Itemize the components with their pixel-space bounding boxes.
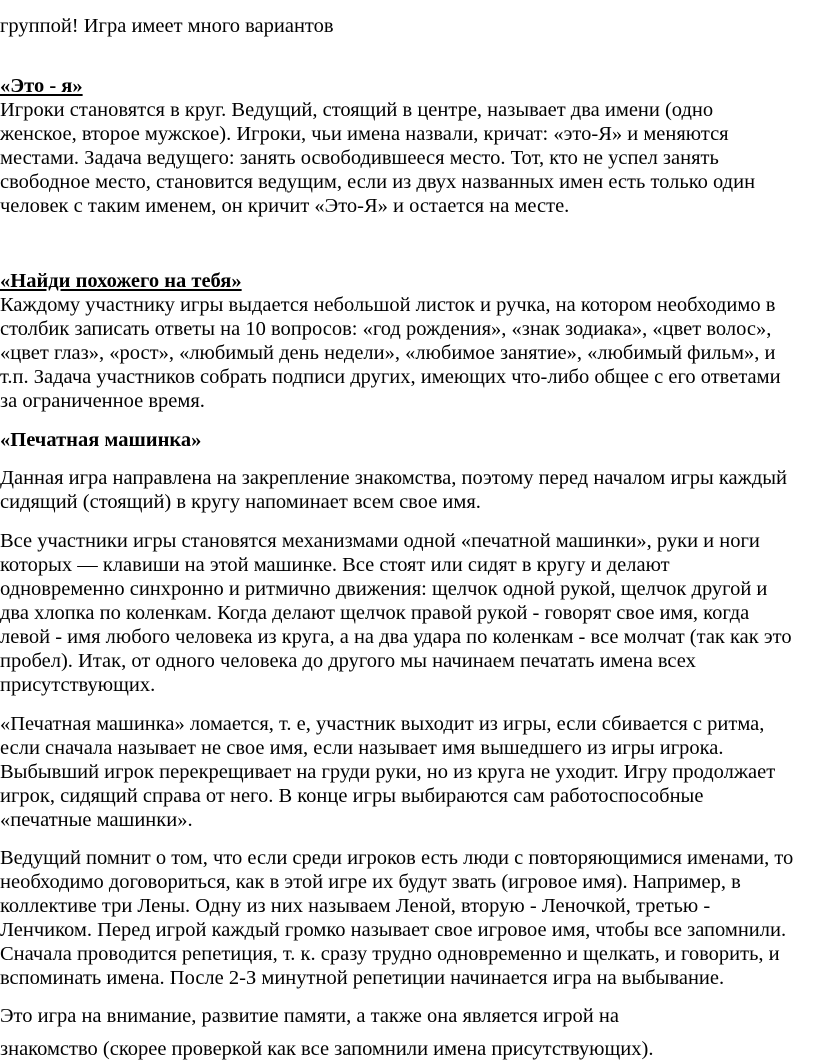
heading-naidi: «Найди похожего на тебя» — [0, 270, 242, 292]
mashinka-line: левой - имя любого человека из круга, а на два удара по коленкам - все молчат (так как это — [0, 626, 792, 648]
mashinka-line: «печатные машинки». — [0, 809, 193, 831]
naidi-line: Каждому участнику игры выдается небольшой листок и ручка, на котором необходимо в — [0, 294, 776, 316]
mashinka-line: пробел). Итак, от одного человека до другого мы начинаем печатать имена всех — [0, 650, 696, 672]
naidi-line: т.п. Задача участников собрать подписи других, имеющих что-либо общее с его ответами — [0, 366, 781, 388]
mashinka-line: одновременно синхронно и ритмично движения: щелчок одной рукой, щелчок другой и — [0, 578, 768, 600]
eto-ya-line: местами. Задача ведущего: занять освободившееся место. Тот, кто не успел занять — [0, 147, 719, 169]
mashinka-line: которых — клавиши на этой машинке. Все стоят или сидят в кругу и делают — [0, 554, 670, 576]
mashinka-line: сидящий (стоящий) в кругу напоминает всем свое имя. — [0, 491, 481, 513]
heading-eto-ya: «Это - я» — [0, 75, 83, 97]
mashinka-line: если сначала называет не свое имя, если называет имя вышедшего из игры игрока. — [0, 737, 724, 759]
mashinka-line: Это игра на внимание, развитие памяти, а также она является игрой на — [0, 1005, 619, 1027]
mashinka-line: необходимо договориться, как в этой игре их будут звать (игровое имя). Например, в — [0, 871, 741, 893]
eto-ya-line: человек с таким именем, он кричит «Это-Я» и остается на месте. — [0, 195, 570, 217]
mashinka-line: Ведущий помнит о том, что если среди игроков есть люди с повторяющимися именами, то — [0, 847, 794, 869]
mashinka-line: два хлопка по коленкам. Когда делают щелчок правой рукой - говорят свое имя, когда — [0, 602, 750, 624]
mashinka-line: Сначала проводится репетиция, т. к. сразу трудно одновременно и щелкать, и говорить, и — [0, 943, 780, 965]
mashinka-line: Данная игра направлена на закрепление знакомства, поэтому перед началом игры каждый — [0, 467, 787, 489]
mashinka-line: «Печатная машинка» ломается, т. е, участник выходит из игры, если сбивается с ритма, — [0, 713, 765, 735]
eto-ya-line: свободное место, становится ведущим, если из двух названных имен есть только один — [0, 171, 756, 193]
naidi-line: столбик записать ответы на 10 вопросов: «год рождения», «знак зодиака», «цвет волос», — [0, 318, 772, 340]
intro-line: группой! Игра имеет много вариантов — [0, 15, 334, 37]
mashinka-line: игрок, сидящий справа от него. В конце игры выбираются сам работоспособные — [0, 785, 704, 807]
eto-ya-line: Игроки становятся в круг. Ведущий, стоящий в центре, называет два имени (одно — [0, 99, 714, 121]
naidi-line: за ограниченное время. — [0, 390, 205, 412]
mashinka-line: присутствующих. — [0, 674, 156, 696]
mashinka-line: вспоминать имена. После 2-З минутной репетиции начинается игра на выбывание. — [0, 967, 725, 989]
eto-ya-line: женское, второе мужское). Игроки, чьи имена назвали, кричат: «это-Я» и меняются — [0, 123, 729, 145]
mashinka-line: Выбывший игрок перекрещивает на груди руки, но из круга не уходит. Игру продолжает — [0, 761, 776, 783]
mashinka-line: знакомство (скорее проверкой как все запомнили имена присутствующих). — [0, 1038, 654, 1060]
mashinka-line: коллективе три Лены. Одну из них называем Леной, вторую - Леночкой, третью - — [0, 895, 711, 917]
mashinka-line: Все участники игры становятся механизмами одной «печатной машинки», руки и ноги — [0, 530, 760, 552]
naidi-line: «цвет глаз», «рост», «любимый день недели», «любимое занятие», «любимый фильм», и — [0, 342, 776, 364]
heading-mashinka: «Печатная машинка» — [0, 429, 202, 451]
mashinka-line: Ленчиком. Перед игрой каждый громко называет свое игровое имя, чтобы все запомнили. — [0, 919, 787, 941]
